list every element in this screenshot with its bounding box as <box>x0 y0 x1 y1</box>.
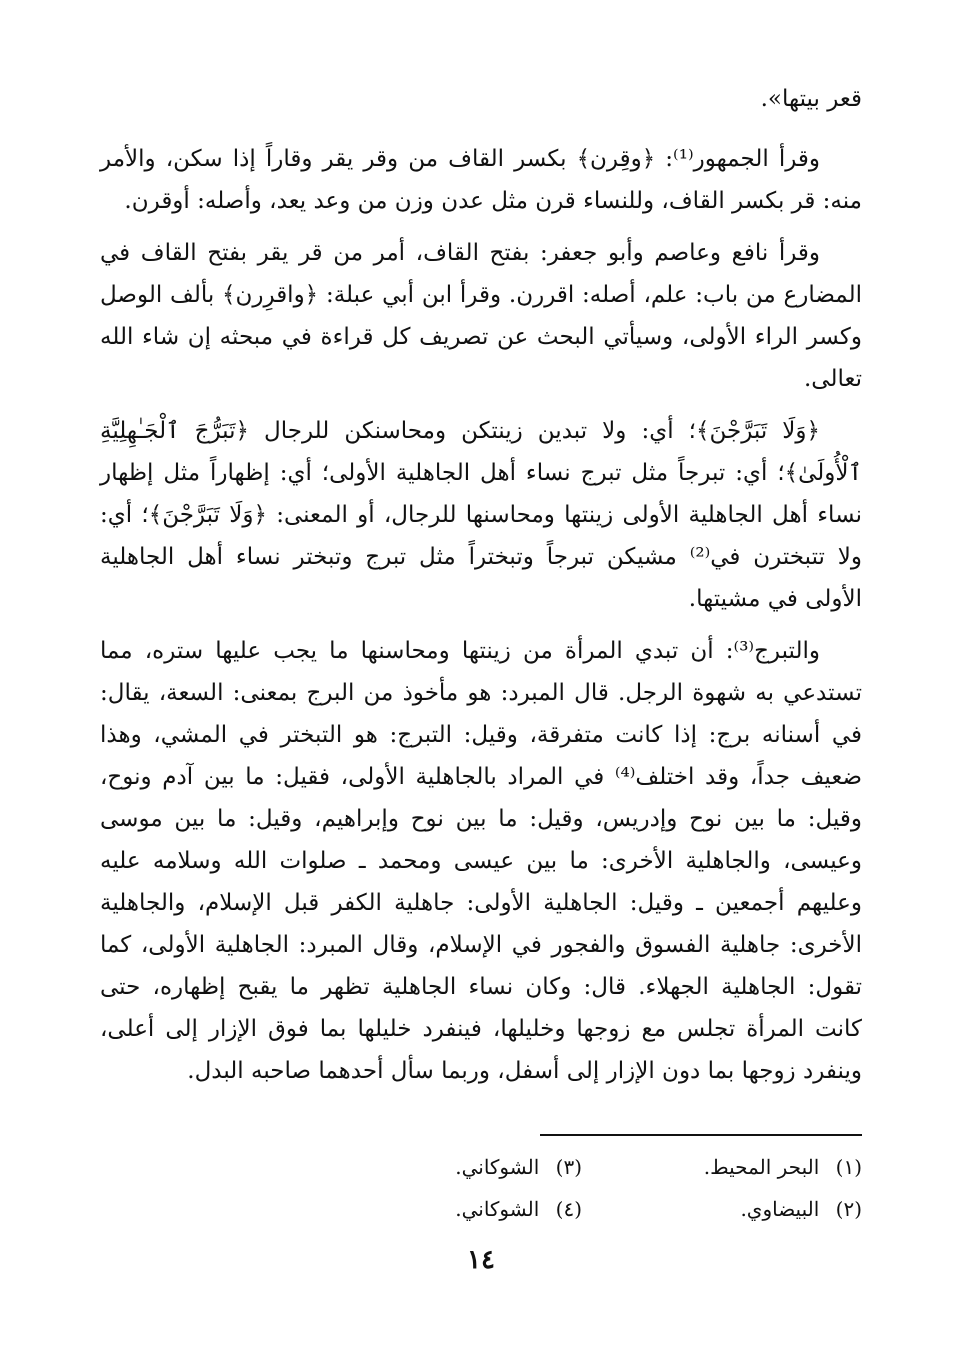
footnote-1 <box>582 1150 862 1184</box>
footnote-number: (١) <box>835 1155 862 1179</box>
paragraph-qiraat-jumhur: وقرأ الجمهور⁽¹⁾: ﴿وقِرن﴾ بكسر القاف من وقر يقر وقاراً إذا سكن، والأمر منه: قر بكسر القاف، وللنساء قرن مثل عدن وزن من وعد يعد، وأصله: أوقرن. <box>100 146 862 214</box>
footnote-number: (٣) <box>555 1155 582 1179</box>
footnote-4 <box>302 1192 582 1226</box>
footnotes <box>302 1150 862 1226</box>
footnote-text: البحر المحيط. <box>703 1155 820 1179</box>
paragraph-tabarruj-meaning: ﴿وَلَا تَبَرَّجْنَ﴾؛ أي: ولا تبدين زينتكن ومحاسنكن للرجال ﴿تَبَرُّجَ ٱلْجَـٰهِلِيَّةِ ٱلْأُولَىٰ﴾؛ أي: تبرجاً مثل تبرج نساء أهل الجاهلية الأولى؛ أي: إظهاراً مثل إظهار نساء أهل الجاهلية الأولى زينتها ومحاسنها للرجال، أو المعنى: ﴿وَلَا تَبَرَّجْنَ﴾؛ أي: ولا تتبخترن في⁽²⁾ مشيكن تبرجاً وتبختراً مثل تبرج وتبختر نساء أهل الجاهلية الأولى في مشيتها. <box>100 418 862 612</box>
footnote-number: (٤) <box>555 1197 582 1221</box>
paragraph-continuation: قعر بيتها». <box>760 86 862 112</box>
footnote-text: البيضاوي. <box>740 1197 820 1221</box>
paragraph-qiraat-nafi: وقرأ نافع وعاصم وأبو جعفر: بفتح القاف، أمر من قر يقر بفتح القاف في المضارع من باب: علم، أصله: اقررن. وقرأ ابن أبي عبلة: ﴿واقرِرن﴾ بألف الوصل وكسر الراء الأولى، وسيأتي البحث عن تصريف كل قراءة في مبحثه إن شاء الله تعالى. <box>100 240 862 392</box>
footnote-2 <box>582 1192 862 1226</box>
paragraph-tabarruj-definition: والتبرج⁽³⁾: أن تبدي المرأة من زينتها ومحاسنها ما يجب عليها ستره، مما تستدعي به شهوة الرجل. قال المبرد: هو مأخوذ من البرج بمعنى: السعة، يقال: في أسنانه برج: إذا كانت متفرقة، وقيل: التبرج: هو التبختر في المشي، وهذا ضعيف جداً، وقد اختلف⁽⁴⁾ في المراد بالجاهلية الأولى، فقيل: ما بين آدم ونوح، وقيل: ما بين نوح وإدريس، وقيل: ما بين نوح وإبراهيم، وقيل: ما بين موسى وعيسى، والجاهلية الأخرى: ما بين عيسى ومحمد ـ صلوات الله وسلامه عليه وعليهم أجمعين ـ وقيل: الجاهلية الأولى: جاهلية الكفر قبل الإسلام، والجاهلية الأخرى: جاهلية الفسوق والفجور في الإسلام، وقال المبرد: الجاهلية الأولى، كما تقول: الجاهلية الجهلاء. قال: وكان نساء الجاهلية تظهر ما يقبح إظهاره، حتى كانت المرأة تجلس مع زوجها وخليلها، فينفرد خليلها بما فوق الإزار إلى أعلى، وينفرد زوجها بما دون الإزار إلى أسفل، وربما سأل أحدهما صاحبه البدل. <box>100 638 862 1084</box>
footnote-divider <box>540 1134 862 1136</box>
footnote-text: الشوكاني. <box>455 1197 540 1221</box>
footnote-3 <box>302 1150 582 1184</box>
body-text <box>100 78 862 1102</box>
footnote-number: (٢) <box>835 1197 862 1221</box>
page-number: ١٤ <box>467 1245 495 1275</box>
footnote-text: الشوكاني. <box>455 1155 540 1179</box>
